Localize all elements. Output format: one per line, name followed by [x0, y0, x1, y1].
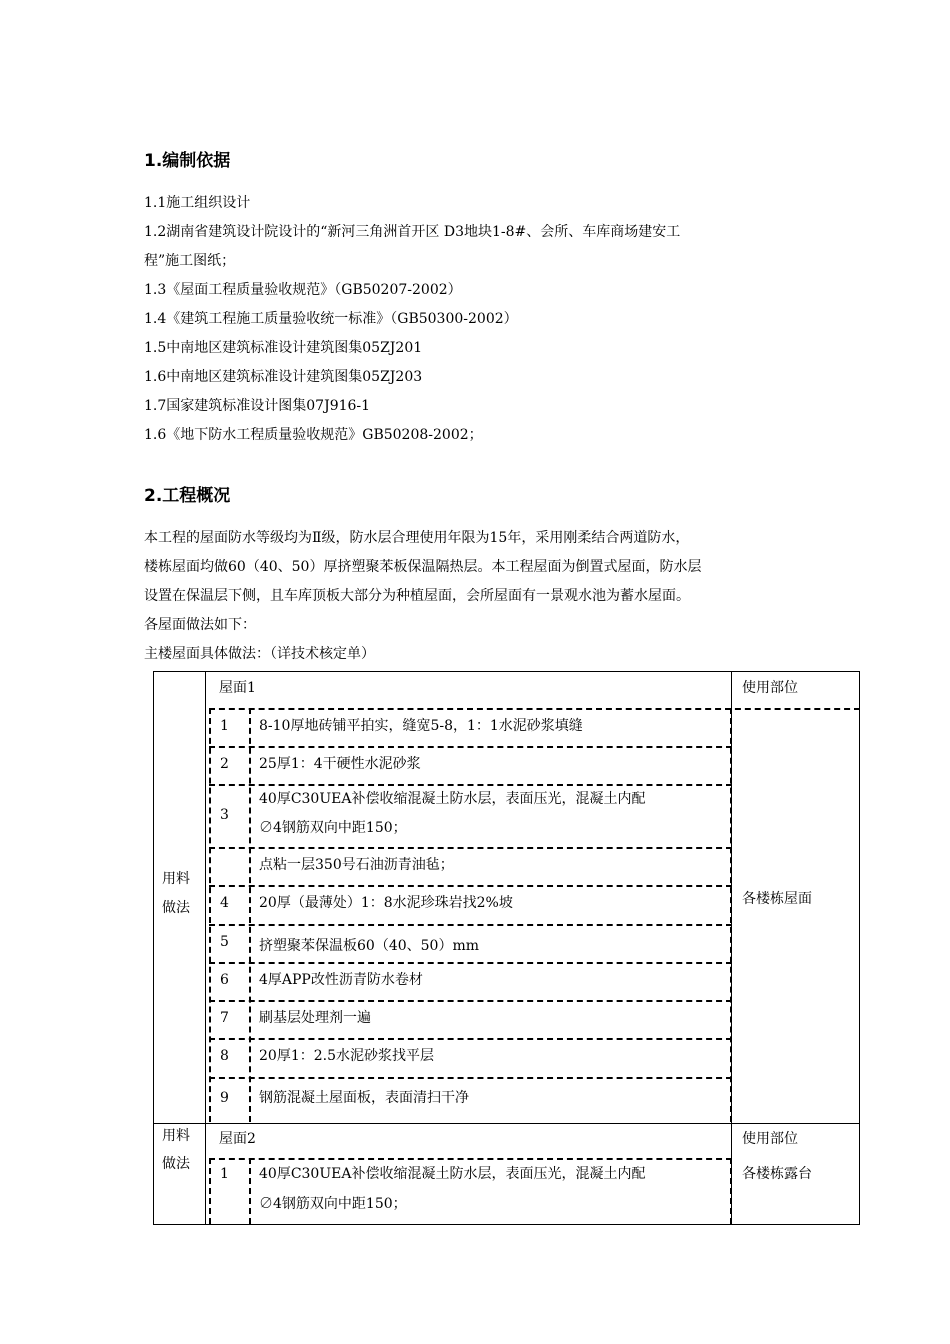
basis-item: 1.2湖南省建筑设计院设计的“新河三角洲首开区 D3地块1-8#、会所、车库商场建安工	[144, 224, 681, 240]
block2-side-label: 做法	[162, 1156, 190, 1172]
row-text: ∅4钢筋双向中距150；	[259, 820, 407, 836]
row-text: 4厚APP改性沥青防水卷材	[259, 972, 423, 988]
row-text: ∅4钢筋双向中距150；	[259, 1196, 407, 1212]
block1-title: 屋面1	[219, 680, 256, 696]
column-divider	[205, 671, 206, 1225]
row-number: 1	[220, 718, 229, 734]
row-divider	[209, 746, 732, 748]
row-number: 4	[220, 895, 229, 911]
row-divider	[209, 847, 732, 849]
basis-item: 程”施工图纸；	[144, 253, 236, 269]
basis-item: 1.6《地下防水工程质量验收规范》GB50208-2002；	[144, 427, 483, 443]
row-number: 6	[220, 972, 229, 988]
block2-side-label: 用料	[162, 1128, 190, 1144]
basis-item: 1.1施工组织设计	[144, 195, 251, 211]
block-divider	[153, 1123, 860, 1124]
row-text: 点粘一层350号石油沥青油毡；	[259, 857, 454, 873]
row-text: 40厚C30UEA补偿收缩混凝土防水层，表面压光，混凝土内配	[259, 1166, 646, 1182]
row-text: 刷基层处理剂一遍	[259, 1010, 371, 1026]
section-1-heading: 1.编制依据	[144, 151, 231, 171]
inner-divider	[730, 1158, 732, 1224]
row-divider	[209, 1000, 732, 1002]
block2-use-header: 使用部位	[742, 1131, 798, 1147]
block1-side-label: 用料	[162, 871, 190, 887]
block1-side-label: 做法	[162, 900, 190, 916]
basis-item: 1.6中南地区建筑标准设计建筑图集05ZJ203	[144, 369, 423, 385]
inner-divider	[730, 708, 732, 1122]
row-number: 3	[220, 807, 229, 823]
overview-line: 主楼屋面具体做法：（详技术核定单）	[144, 646, 375, 662]
row-text: 40厚C30UEA补偿收缩混凝土防水层，表面压光，混凝土内配	[259, 791, 646, 807]
row-divider	[209, 962, 732, 964]
row-divider	[209, 1038, 732, 1040]
row-text: 20厚（最薄处）1：8水泥珍珠岩找2%坡	[259, 895, 513, 911]
block1-use-value: 各楼栋屋面	[742, 891, 812, 907]
inner-divider	[249, 708, 251, 1122]
basis-item: 1.3《屋面工程质量验收规范》（GB50207-2002）	[144, 282, 462, 298]
overview-line: 楼栋屋面均做60（40、50）厚挤塑聚苯板保温隔热层。本工程屋面为倒置式屋面，防水层	[144, 559, 702, 575]
block2-title: 屋面2	[219, 1131, 256, 1147]
basis-item: 1.4《建筑工程施工质量验收统一标准》（GB50300-2002）	[144, 311, 518, 327]
row-text: 钢筋混凝土屋面板，表面清扫干净	[259, 1090, 469, 1106]
row-divider	[209, 924, 732, 926]
inner-divider	[209, 1158, 211, 1224]
row-number: 7	[220, 1010, 229, 1026]
row-text: 8-10厚地砖铺平拍实，缝宽5-8，1：1水泥砂浆填缝	[259, 718, 583, 734]
row-number: 1	[220, 1166, 229, 1182]
row-number: 9	[220, 1090, 229, 1106]
block2-use-value: 各楼栋露台	[742, 1166, 812, 1182]
row-text: 挤塑聚苯保温板60（40、50）mm	[259, 938, 479, 954]
row-divider	[209, 1077, 732, 1079]
basis-item: 1.7国家建筑标准设计图集07J916-1	[144, 398, 371, 414]
row-divider	[209, 885, 732, 887]
row-divider	[209, 708, 860, 710]
roof-method-table	[153, 671, 860, 1225]
row-number: 8	[220, 1048, 229, 1064]
overview-line: 设置在保温层下侧，且车库顶板大部分为种植屋面，会所屋面有一景观水池为蓄水屋面。	[144, 588, 690, 604]
row-text: 25厚1：4干硬性水泥砂浆	[259, 756, 421, 772]
row-text: 20厚1：2.5水泥砂浆找平层	[259, 1048, 434, 1064]
row-divider	[209, 1158, 732, 1160]
row-number: 2	[220, 756, 229, 772]
overview-line: 本工程的屋面防水等级均为Ⅱ级，防水层合理使用年限为15年，采用刚柔结合两道防水，	[144, 530, 690, 546]
row-divider	[209, 784, 732, 786]
overview-line: 各屋面做法如下：	[144, 617, 256, 633]
row-number: 5	[220, 934, 229, 950]
block1-use-header: 使用部位	[742, 680, 798, 696]
inner-divider	[209, 708, 211, 1122]
basis-item: 1.5中南地区建筑标准设计建筑图集05ZJ201	[144, 340, 423, 356]
inner-divider	[249, 1158, 251, 1224]
section-2-heading: 2.工程概况	[144, 486, 231, 506]
